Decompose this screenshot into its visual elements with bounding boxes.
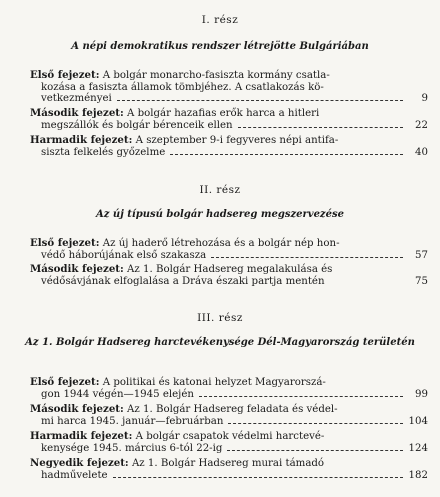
part-2-subtitle: Az új típusú bolgár hadsereg megszervezése [96,209,344,220]
chapter-title-line: A bolgár hazafias erők harca a hitleri [127,108,320,119]
chapter-title-line: hadművelete [41,469,108,481]
chapter-label: Második fejezet: [30,263,124,275]
page-number: 182 [408,469,428,481]
chapter-title-line: gon 1944 végén—1945 elején [41,388,194,400]
part-3-title: III. rész [197,312,243,324]
chapter-label: Első fejezet: [30,69,100,81]
part-3-subtitle: Az 1. Bolgár Hadsereg harctevékenysége Dél-Magyarország területén [25,337,415,348]
page-number: 124 [408,442,428,454]
part-2-chapter-1 [30,238,428,261]
chapter-title-line: A bolgár csapatok védelmi harctevé- [135,431,325,442]
chapter-title-line: kozása a fasiszta államok tömbjéhez. A csatlakozás kö- [41,81,324,93]
page-number: 57 [415,249,428,261]
chapter-label: Első fejezet: [30,237,100,249]
page-number: 40 [415,146,428,158]
chapter-title-line: siszta felkelés győzelme [41,146,166,158]
chapter-label: Első fejezet: [30,376,100,388]
dot-leader [199,396,403,397]
chapter-title-line: A szeptember 9-i fegyveres népi antifa- [135,135,339,146]
page-number: 99 [415,388,428,400]
chapter-label: Második fejezet: [30,403,124,415]
chapter-title-line: védősávjának elfoglalása a Dráva északi partja mentén [41,275,325,287]
chapter-label: Harmadik fejezet: [30,134,133,146]
chapter-label: Negyedik fejezet: [30,457,129,469]
chapter-title-line: Az 1. Bolgár Hadsereg megalakulása és [127,264,333,275]
chapter-title-line: mi harca 1945. január—februárban [41,415,224,427]
dot-leader [238,127,403,128]
chapter-title-line: védő háborújának első szakasza [41,249,207,261]
dot-leader [117,100,403,101]
chapter-title-line: A politikai és katonai helyzet Magyarorszá- [102,377,326,388]
chapter-label: Második fejezet: [30,107,124,119]
dot-leader [170,154,403,155]
dot-leader [227,450,403,451]
chapter-title-line: Az 1. Bolgár Hadsereg feladata és védel- [127,404,338,415]
part-1-subtitle: A népi demokratikus rendszer létrejötte Bulgáriában [71,41,369,52]
chapter-label: Harmadik fejezet: [30,430,133,442]
page-number: 104 [408,415,428,427]
part-3-chapter-1 [30,377,428,400]
part-3-chapter-2 [30,404,428,427]
chapter-title-line: kenysége 1945. március 6-tól 22-ig [41,442,223,454]
part-1-title: I. rész [201,14,239,26]
part-2-title: II. rész [199,184,241,196]
chapter-title-line: Az új haderő létrehozása és a bolgár nép hon- [102,238,340,249]
part-1-chapter-1 [30,70,428,105]
page-number: 75 [415,275,428,287]
chapter-title-line: megszállók és bolgár bérenceik ellen [41,119,233,131]
dot-leader [211,257,403,258]
dot-leader [228,423,403,424]
page-number: 9 [421,93,428,105]
dot-leader [113,477,403,478]
part-2-chapter-2 [30,264,428,287]
part-3-chapter-3 [30,431,428,454]
part-1-chapter-3 [30,135,428,158]
page-number: 22 [415,119,428,131]
chapter-title-line: Az 1. Bolgár Hadsereg murai támadó [131,458,325,469]
chapter-title-line: A bolgár monarcho-fasiszta kormány csatla- [102,70,330,81]
part-1-chapter-2 [30,108,428,131]
chapter-title-line: vetkezményei [41,93,112,105]
part-3-chapter-4 [30,458,428,481]
